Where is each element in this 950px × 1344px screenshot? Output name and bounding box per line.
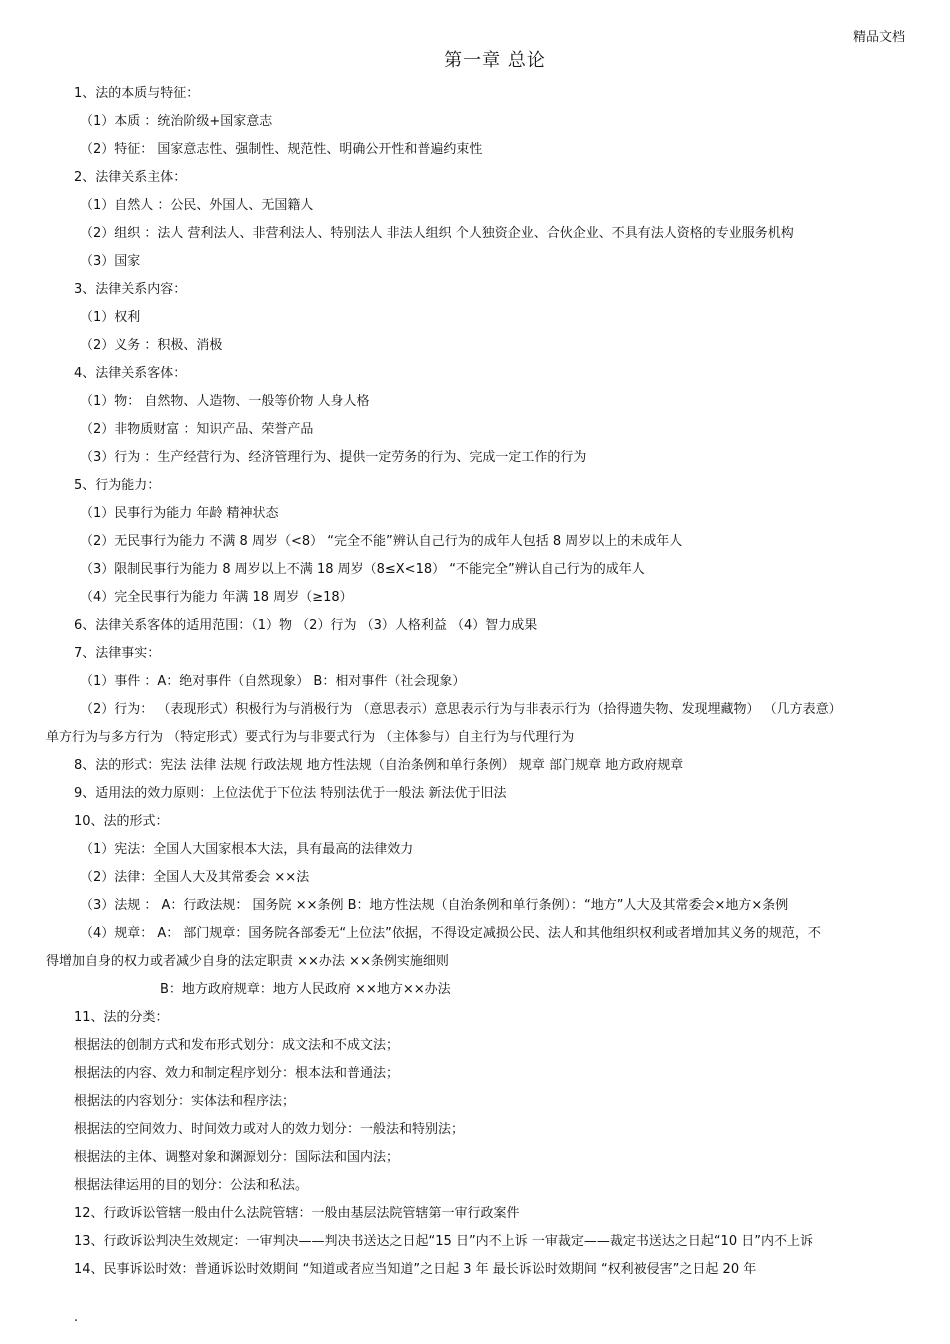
text-line: 11、法的分类： [74,1010,169,1025]
text-line: 根据法律运用的目的划分：公法和私法。 [74,1178,309,1193]
text-line: 得增加自身的权力或者减少自身的法定职责 ××办法 ××条例实施细则 [46,954,449,969]
text-line: （3）限制民事行为能力 8 周岁以上不满 18 周岁（8≤X<18） “不能完全”辨认自己行为的成年人 [80,562,645,577]
text-line: 4、法律关系客体： [74,366,187,381]
text-line: 12、行政诉讼管辖一般由什么法院管辖：一般由基层法院管辖第一审行政案件 [74,1206,520,1221]
text-line: （1）自然人 ：公民、外国人、无国籍人 [80,198,314,213]
text-line: （1）物： 自然物、人造物、一般等价物 人身人格 [80,394,370,409]
text-line: 5、行为能力： [74,478,161,493]
text-line: 根据法的内容划分：实体法和程序法； [74,1094,296,1109]
text-line: （1）宪法：全国人大国家根本大法，具有最高的法律效力 [80,842,414,857]
text-line: 2、法律关系主体： [74,170,187,185]
text-line: 根据法的主体、调整对象和渊源划分：国际法和国内法； [74,1150,400,1165]
footer-mark: . [74,1310,79,1325]
text-line: 6、法律关系客体的适用范围：（1）物 （2）行为 （3）人格利益 （4）智力成果 [74,618,538,633]
text-line: （1）民事行为能力 年龄 精神状态 [80,506,279,521]
text-line: 1、法的本质与特征： [74,86,200,101]
text-line: （3）行为 ：生产经营行为、经济管理行为、提供一定劳务的行为、完成一定工作的行为 [80,450,587,465]
text-line: （1）事件 ：A：绝对事件（自然现象） B：相对事件（社会现象） [80,674,466,689]
text-line: 9、适用法的效力原则：上位法优于下位法 特别法优于一般法 新法优于旧法 [74,786,507,801]
text-line: （1）本质 ：统治阶级+国家意志 [80,114,273,129]
text-line: 根据法的创制方式和发布形式划分：成文法和不成文法； [74,1038,400,1053]
text-line: （3）国家 [80,254,141,269]
text-line: （4）规章： A： 部门规章：国务院各部委无“上位法”依据，不得设定减损公民、法人和其他组织权利或者增加其义务的规范，不 [80,926,821,941]
text-line: （2）特征： 国家意志性、强制性、规范性、明确公开性和普遍约束性 [80,142,483,157]
text-line: 3、法律关系内容： [74,282,187,297]
text-line: 10、法的形式： [74,814,169,829]
text-line: （3）法规 ： A：行政法规： 国务院 ××条例 B：地方性法规（自治条例和单行条例）：“地方”人大及其常委会×地方×条例 [80,898,789,913]
text-line: 7、法律事实： [74,646,161,661]
text-line: （2）无民事行为能力 不满 8 周岁（<8） “完全不能”辨认自己行为的成年人包括 8 周岁以上的未成年人 [80,534,683,549]
text-line: （2）组织 ：法人 营利法人、非营利法人、特别法人 非法人组织 个人独资企业、合伙企业、不具有法人资格的专业服务机构 [80,226,794,241]
text-line: （4）完全民事行为能力 年满 18 周岁（≥18） [80,590,353,605]
text-line: 单方行为与多方行为 （特定形式）要式行为与非要式行为 （主体参与）自主行为与代理行为 [46,730,575,745]
text-line: （2）行为： （表现形式）积极行为与消极行为 （意思表示）意思表示行为与非表示行为（拾得遗失物、发现埋藏物） （几方表意） [80,702,842,717]
text-line: 8、法的形式：宪法 法律 法规 行政法规 地方性法规（自治条例和单行条例） 规章 部门规章 地方政府规章 [74,758,684,773]
chapter-title: 第一章 总论 [444,50,546,71]
text-line: （1）权利 [80,310,141,325]
text-line: （2）义务 ：积极、消极 [80,338,223,353]
text-line: 13、行政诉讼判决生效规定：一审判决——判决书送达之日起“15 日”内不上诉 一审裁定——裁定书送达之日起“10 日”内不上诉 [74,1234,813,1249]
text-line: （2）非物质财富 ：知识产品、荣誉产品 [80,422,314,437]
text-line: 根据法的内容、效力和制定程序划分：根本法和普通法； [74,1066,400,1081]
text-line: （2）法律：全国人大及其常委会 ××法 [80,870,310,885]
text-line: 14、民事诉讼时效：普通诉讼时效期间 “知道或者应当知道”之日起 3 年 最长诉讼时效期间 “权利被侵害”之日起 20 年 [74,1262,757,1277]
text-line: 根据法的空间效力、时间效力或对人的效力划分：一般法和特别法； [74,1122,465,1137]
text-line: B：地方政府规章：地方人民政府 ××地方××办法 [160,982,451,997]
header-mark: 精品文档 [852,30,905,45]
